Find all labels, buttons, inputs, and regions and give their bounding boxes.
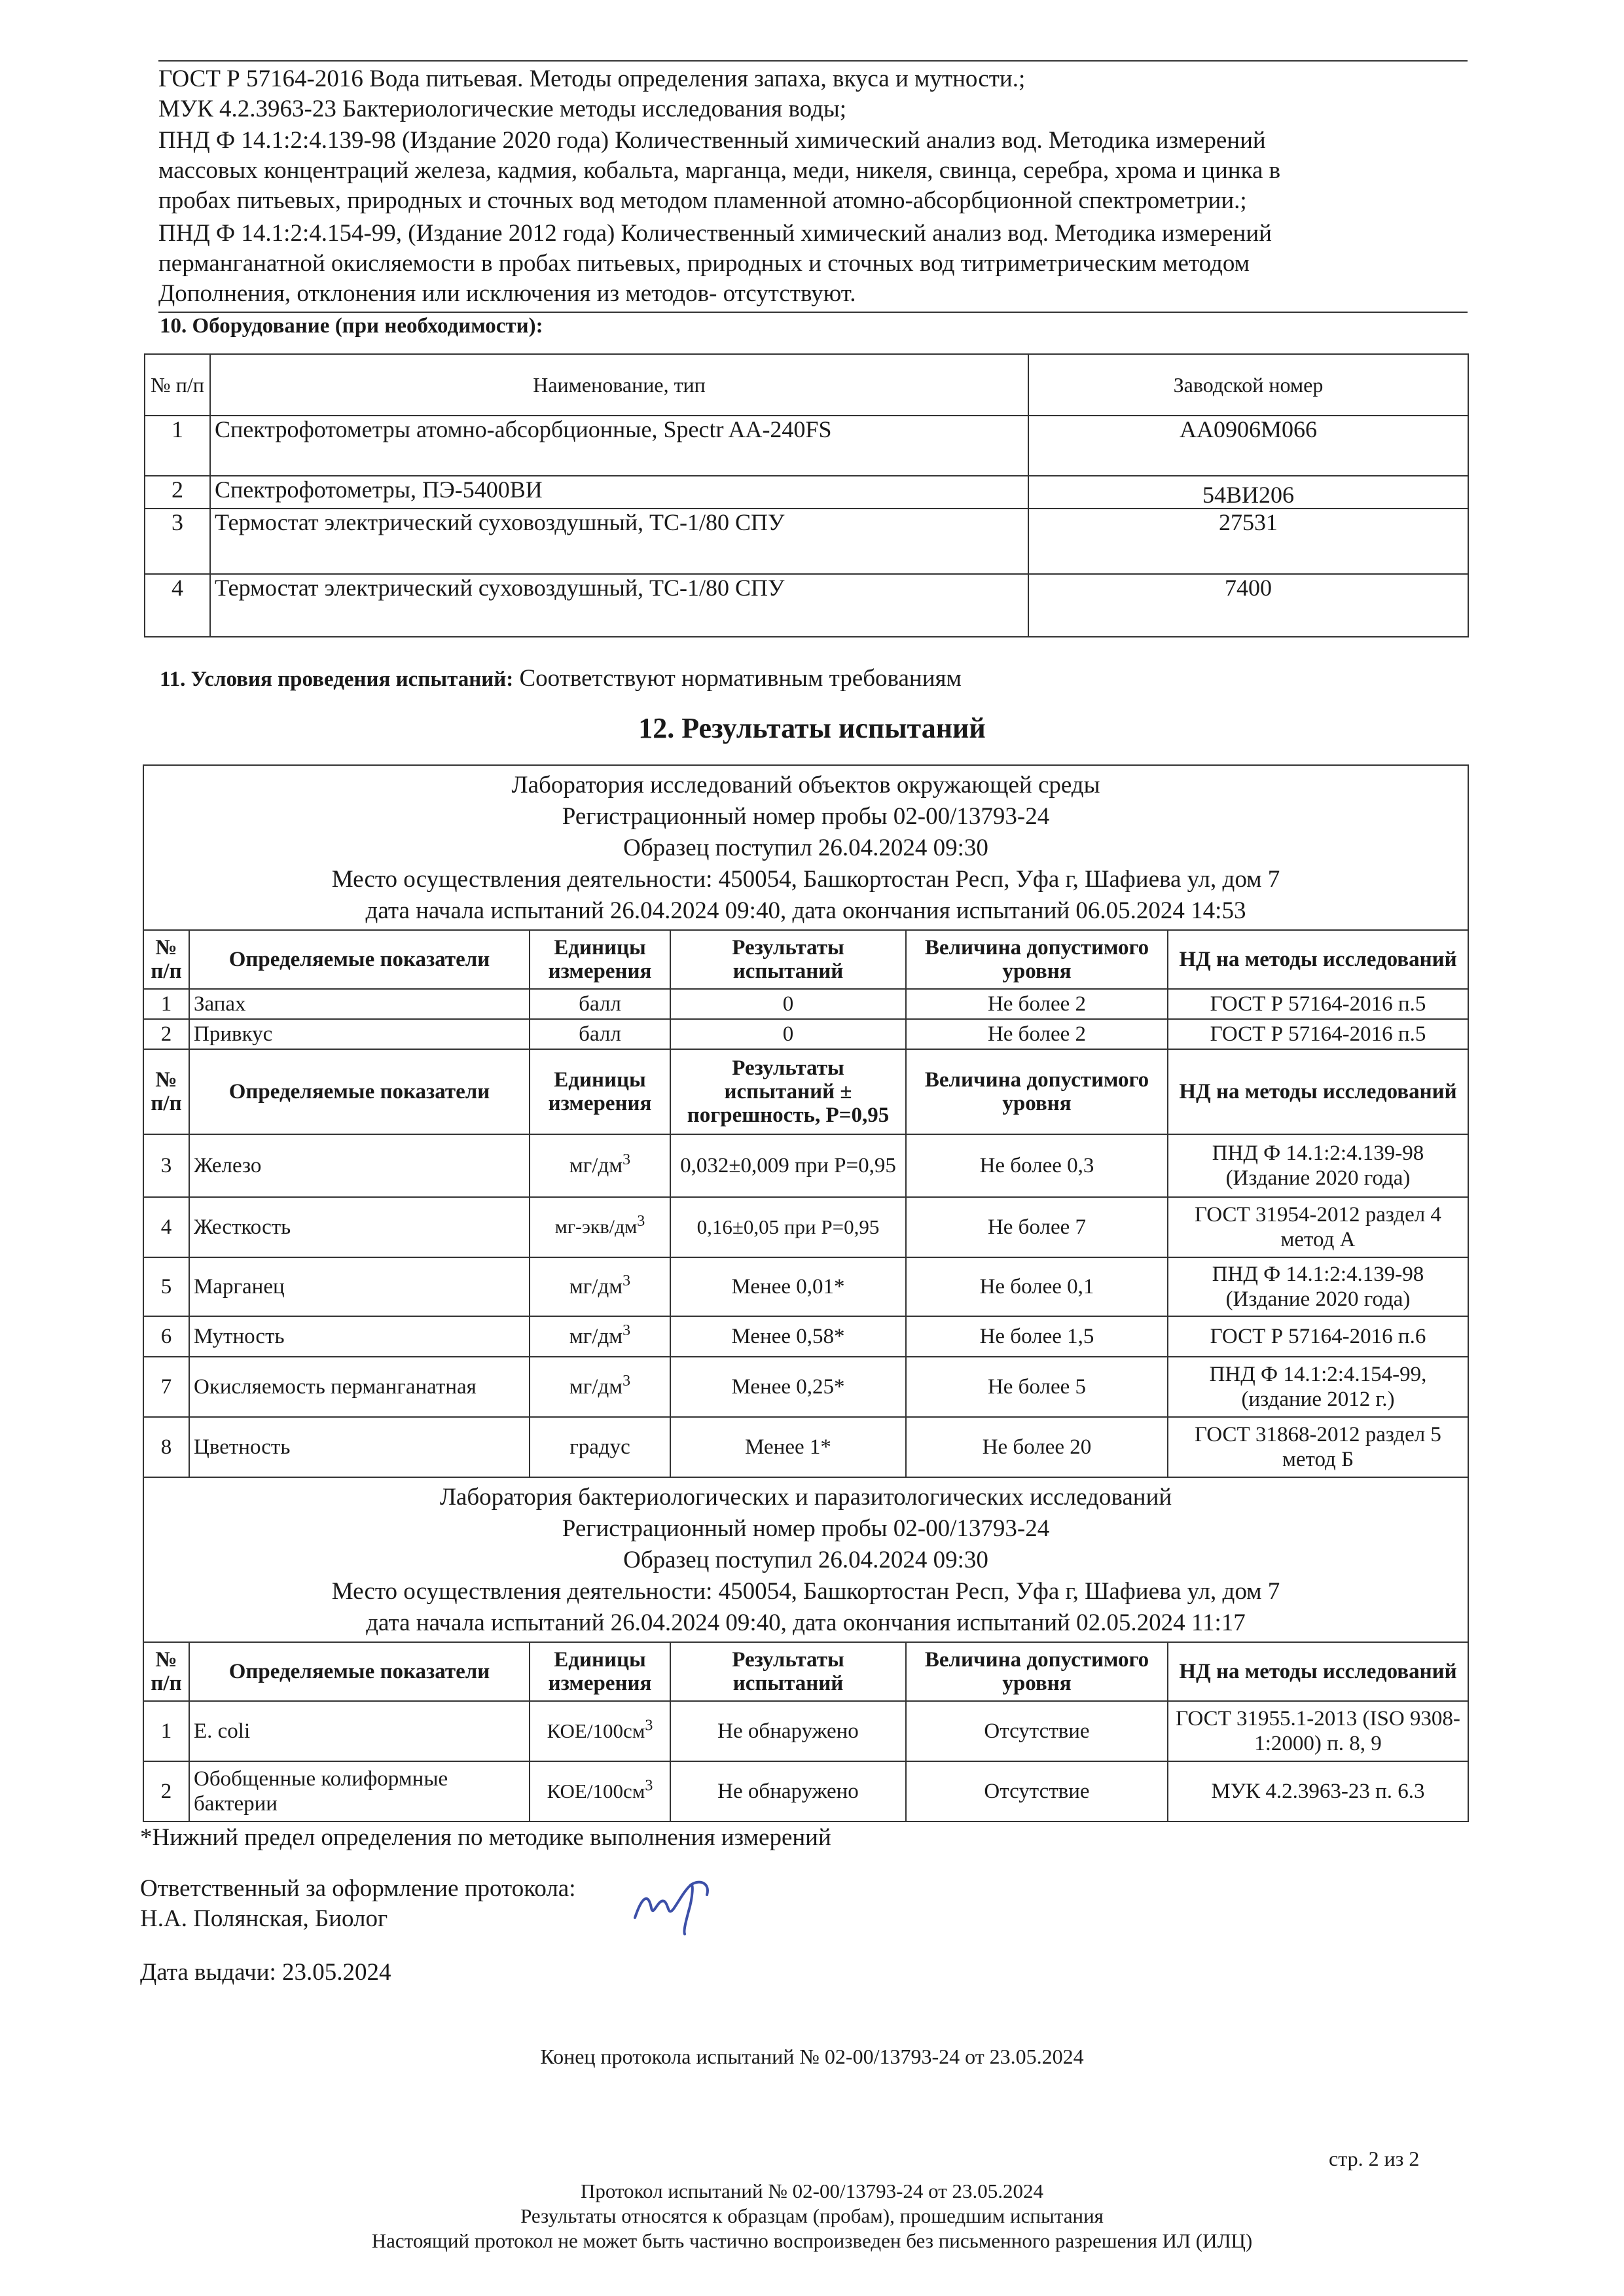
page-number: стр. 2 из 2: [1329, 2147, 1420, 2170]
table-row: [143, 1257, 1468, 1316]
cell-limit: Отсутствие: [906, 1701, 1168, 1761]
cell-limit: Не более 5: [906, 1357, 1168, 1417]
cell-no: 7: [143, 1357, 189, 1417]
cell-no: 2: [143, 1019, 189, 1049]
intro-line: ПНД Ф 14.1:2:4.139-98 (Издание 2020 года) Количественный химический анализ вод. Методика измерений: [158, 127, 1266, 154]
lab-received: Образец поступил 26.04.2024 09:30: [623, 834, 988, 861]
row-serial: 27531: [1028, 509, 1468, 574]
equipment-table: [144, 353, 1469, 637]
table-row: [143, 1197, 1468, 1257]
cell-limit: Не более 0,1: [906, 1257, 1168, 1316]
unit-text: мг-экв/дм: [554, 1216, 638, 1238]
intro-line: Дополнения, отклонения или исключения из методов- отсутствуют.: [158, 280, 856, 307]
conditions-line: [160, 664, 962, 694]
cell-method: ГОСТ Р 57164-2016 п.6: [1168, 1316, 1468, 1357]
table-row: [143, 1701, 1468, 1761]
cell-unit: [530, 1257, 670, 1316]
col-result-header: Результаты испытаний: [670, 1642, 906, 1701]
lab-reg-number: Регистрационный номер пробы 02-00/13793-24: [562, 1515, 1050, 1542]
cell-result: 0,032±0,009 при Р=0,95: [670, 1134, 906, 1197]
table-row: [143, 989, 1468, 1019]
cell-limit: Не более 7: [906, 1197, 1168, 1257]
footnote: *Нижний предел определения по методике выполнения измерений: [140, 1824, 831, 1851]
cell-param: Марганец: [189, 1257, 530, 1316]
unit-sup: 3: [645, 1717, 653, 1734]
unit-text: мг/дм: [569, 1154, 623, 1177]
col-no-header: № п/п: [143, 1049, 189, 1134]
cell-no: 2: [143, 1761, 189, 1821]
issue-date: Дата выдачи: 23.05.2024: [140, 1959, 391, 1986]
results-table: [143, 764, 1469, 1822]
cell-method: МУК 4.2.3963-23 п. 6.3: [1168, 1761, 1468, 1821]
unit-text: мг/дм: [569, 1325, 623, 1348]
cell-param: Окисляемость перманганатная: [189, 1357, 530, 1417]
lab-header: [143, 1477, 1468, 1642]
signature: [628, 1872, 727, 1937]
intro-line: МУК 4.2.3963-23 Бактериологические методы исследования воды;: [158, 96, 847, 122]
cell-result: Менее 0,01*: [670, 1257, 906, 1316]
cell-result: Не обнаружено: [670, 1761, 906, 1821]
lab-place: Место осуществления деятельности: 450054, Башкортостан Респ, Уфа г, Шафиева ул, дом 7: [331, 1578, 1280, 1605]
col-limit-header: Величина допустимого уровня: [906, 930, 1168, 989]
row-no: 2: [145, 476, 210, 509]
intro-line: пробах питьевых, природных и сточных вод методом пламенной атомно-абсорбционной спектрометрии.;: [158, 187, 1247, 214]
cell-result: Не обнаружено: [670, 1701, 906, 1761]
table-row: [143, 1417, 1468, 1477]
cell-method: ГОСТ Р 57164-2016 п.5: [1168, 1019, 1468, 1049]
cell-no: 1: [143, 1701, 189, 1761]
col-unit-header: Единицы измерения: [530, 930, 670, 989]
col-limit-header: Величина допустимого уровня: [906, 1642, 1168, 1701]
cell-unit: балл: [530, 989, 670, 1019]
cell-limit: Не более 0,3: [906, 1134, 1168, 1197]
cell-no: 1: [143, 989, 189, 1019]
table-row: [143, 1019, 1468, 1049]
table-header-row: [143, 930, 1468, 989]
col-method-header: НД на методы исследований: [1168, 1642, 1468, 1701]
unit-text: мг/дм: [569, 1275, 623, 1299]
col-method-header: НД на методы исследований: [1168, 1049, 1468, 1134]
col-no-header: № п/п: [143, 930, 189, 989]
row-serial: 7400: [1028, 574, 1468, 637]
cell-result: 0: [670, 1019, 906, 1049]
row-serial: 54ВИ206: [1028, 476, 1468, 509]
row-name: Спектрофотометры, ПЭ-5400ВИ: [210, 476, 1028, 509]
table-row: [145, 476, 1468, 509]
table-row: [145, 574, 1468, 637]
row-serial: AA0906M066: [1028, 416, 1468, 476]
cell-no: 5: [143, 1257, 189, 1316]
col-param-header: Определяемые показатели: [189, 1049, 530, 1134]
col-unit-header: Единицы измерения: [530, 1642, 670, 1701]
col-param-header: Определяемые показатели: [189, 1642, 530, 1701]
cell-param: Цветность: [189, 1417, 530, 1477]
table-row: [143, 1316, 1468, 1357]
cell-param: Обобщенные колиформные бактерии: [189, 1761, 530, 1821]
col-method-header: НД на методы исследований: [1168, 930, 1468, 989]
cell-param: E. coli: [189, 1701, 530, 1761]
responsible-label: Ответственный за оформление протокола:: [140, 1875, 576, 1902]
col-result-header: Результаты испытаний ± погрешность, Р=0,95: [670, 1049, 906, 1134]
table-row: [145, 416, 1468, 476]
cell-limit: Не более 2: [906, 1019, 1168, 1049]
responsible-name: Н.А. Полянская, Биолог: [140, 1905, 388, 1932]
cell-limit: Отсутствие: [906, 1761, 1168, 1821]
cell-no: 6: [143, 1316, 189, 1357]
unit-sup: 3: [623, 1322, 631, 1339]
cell-unit: [530, 1197, 670, 1257]
footer-line: Результаты относятся к образцам (пробам), прошедшим испытания: [520, 2204, 1104, 2227]
col-limit-header: Величина допустимого уровня: [906, 1049, 1168, 1134]
cell-limit: Не более 20: [906, 1417, 1168, 1477]
unit-sup: 3: [623, 1272, 631, 1289]
table-header-row: [143, 1049, 1468, 1134]
col-no-header: № п/п: [145, 354, 210, 416]
intro-line: массовых концентраций железа, кадмия, кобальта, марганца, меди, никеля, свинца, серебра, хрома и цинка в: [158, 157, 1281, 184]
intro-line: ГОСТ Р 57164-2016 Вода питьевая. Методы определения запаха, вкуса и мутности.;: [158, 65, 1026, 92]
table-header-row: [145, 354, 1468, 416]
results-title: 12. Результаты испытаний: [638, 712, 986, 744]
cell-result: Менее 1*: [670, 1417, 906, 1477]
cell-method: ГОСТ 31955.1-2013 (ISO 9308-1:2000) п. 8, 9: [1168, 1701, 1468, 1761]
lab-dates: дата начала испытаний 26.04.2024 09:40, дата окончания испытаний 06.05.2024 14:53: [365, 897, 1246, 924]
table-row: [143, 1761, 1468, 1821]
lab-name: Лаборатория исследований объектов окружающей среды: [511, 772, 1100, 798]
unit-sup: 3: [623, 1151, 631, 1168]
lab-dates: дата начала испытаний 26.04.2024 09:40, дата окончания испытаний 02.05.2024 11:17: [366, 1609, 1246, 1636]
unit-text: градус: [569, 1435, 630, 1459]
footer-line: Протокол испытаний № 02-00/13793-24 от 23.05.2024: [580, 2179, 1044, 2202]
unit-text: мг/дм: [569, 1375, 623, 1399]
col-param-header: Определяемые показатели: [189, 930, 530, 989]
cell-result: Менее 0,58*: [670, 1316, 906, 1357]
unit-text: КОЕ/100см: [547, 1719, 645, 1742]
lab-reg-number: Регистрационный номер пробы 02-00/13793-24: [562, 803, 1050, 830]
cell-method: ПНД Ф 14.1:2:4.154-99, (издание 2012 г.): [1168, 1357, 1468, 1417]
cell-method: ГОСТ Р 57164-2016 п.5: [1168, 989, 1468, 1019]
intro-line: ПНД Ф 14.1:2:4.154-99, (Издание 2012 года) Количественный химический анализ вод. Методика измерений: [158, 220, 1272, 247]
cell-method: ГОСТ 31954-2012 раздел 4 метод А: [1168, 1197, 1468, 1257]
cell-result: 0: [670, 989, 906, 1019]
cell-param: Мутность: [189, 1316, 530, 1357]
row-no: 4: [145, 574, 210, 637]
cell-unit: [530, 1357, 670, 1417]
col-name-header: Наименование, тип: [210, 354, 1028, 416]
row-name: Спектрофотометры атомно-абсорбционные, Spectr AA-240FS: [210, 416, 1028, 476]
cell-result: 0,16±0,05 при Р=0,95: [670, 1197, 906, 1257]
cell-unit: [530, 1701, 670, 1761]
table-row: [145, 509, 1468, 574]
cell-result: Менее 0,25*: [670, 1357, 906, 1417]
row-name: Термостат электрический суховоздушный, ТС-1/80 СПУ: [210, 574, 1028, 637]
row-no: 3: [145, 509, 210, 574]
cell-unit: [530, 1134, 670, 1197]
unit-text: КОЕ/100см: [547, 1780, 645, 1803]
end-of-protocol: Конец протокола испытаний № 02-00/13793-24 от 23.05.2024: [540, 2045, 1084, 2068]
unit-sup: 3: [623, 1372, 631, 1390]
cell-param: Жесткость: [189, 1197, 530, 1257]
col-unit-header: Единицы измерения: [530, 1049, 670, 1134]
cell-unit: балл: [530, 1019, 670, 1049]
row-name: Термостат электрический суховоздушный, ТС-1/80 СПУ: [210, 509, 1028, 574]
lab-name: Лаборатория бактериологических и паразитологических исследований: [439, 1484, 1172, 1511]
col-result-header: Результаты испытаний: [670, 930, 906, 989]
cell-unit: [530, 1417, 670, 1477]
cell-param: Запах: [189, 989, 530, 1019]
intro-line: перманганатной окисляемости в пробах питьевых, природных и сточных вод титриметрическим методом: [158, 250, 1250, 277]
col-no-header: № п/п: [143, 1642, 189, 1701]
cell-no: 8: [143, 1417, 189, 1477]
cell-no: 4: [143, 1197, 189, 1257]
lab-received: Образец поступил 26.04.2024 09:30: [623, 1547, 988, 1573]
cell-method: ГОСТ 31868-2012 раздел 5 метод Б: [1168, 1417, 1468, 1477]
cell-param: Привкус: [189, 1019, 530, 1049]
col-serial-header: Заводской номер: [1028, 354, 1468, 416]
cell-method: ПНД Ф 14.1:2:4.139-98 (Издание 2020 года): [1168, 1134, 1468, 1197]
cell-unit: [530, 1316, 670, 1357]
unit-sup: 3: [645, 1777, 653, 1795]
lab-info-block: [143, 1477, 1468, 1642]
cell-unit: [530, 1761, 670, 1821]
table-row: [143, 1134, 1468, 1197]
row-no: 1: [145, 416, 210, 476]
cell-limit: Не более 2: [906, 989, 1168, 1019]
cell-no: 3: [143, 1134, 189, 1197]
conditions-label: 11. Условия проведения испытаний:: [160, 668, 514, 691]
lab-header: [143, 765, 1468, 930]
cell-param: Железо: [189, 1134, 530, 1197]
lab-place: Место осуществления деятельности: 450054, Башкортостан Респ, Уфа г, Шафиева ул, дом 7: [331, 866, 1280, 893]
cell-method: ПНД Ф 14.1:2:4.139-98 (Издание 2020 года): [1168, 1257, 1468, 1316]
unit-sup: 3: [637, 1213, 645, 1230]
equipment-heading: 10. Оборудование (при необходимости):: [160, 314, 543, 338]
top-rule: [158, 60, 1468, 62]
table-header-row: [143, 1642, 1468, 1701]
conditions-value: Соответствуют нормативным требованиям: [519, 665, 962, 692]
footer-line: Настоящий протокол не может быть частично воспроизведен без письменного разрешения ИЛ (ИЛЦ): [371, 2229, 1253, 2252]
lab-info-block: [143, 765, 1468, 930]
table-row: [143, 1357, 1468, 1417]
cell-limit: Не более 1,5: [906, 1316, 1168, 1357]
